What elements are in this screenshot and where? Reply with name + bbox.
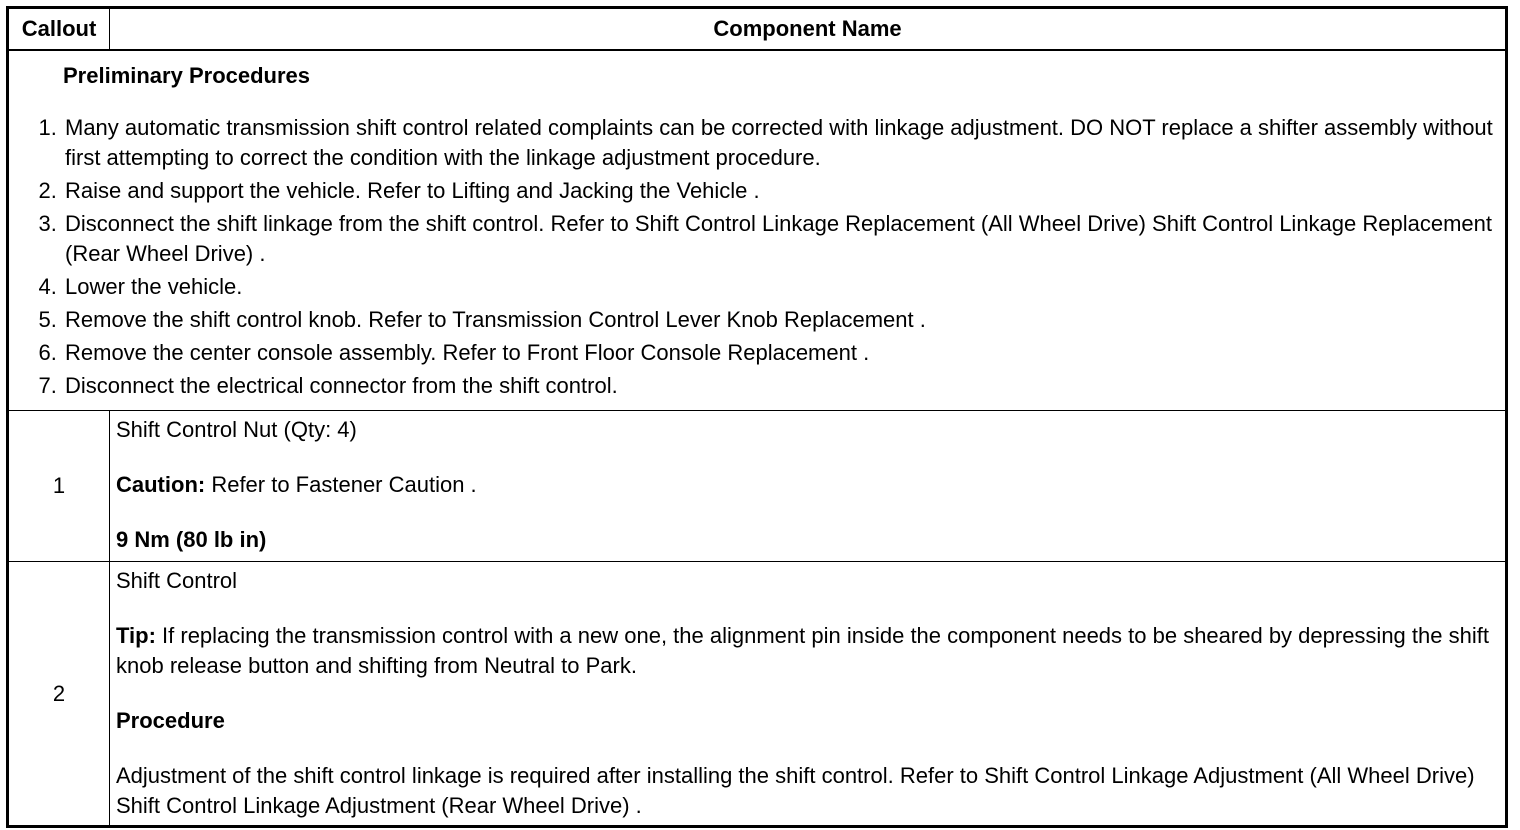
component-name: Shift Control Nut (Qty: 4)	[116, 417, 357, 442]
procedure-text: Adjustment of the shift control linkage is required after installing the shift control. Refer to Shift Control Linkage Adjustment (All Wheel Drive) Shift Control Linkage Adjustment (Rear Wheel Drive) .	[116, 763, 1475, 818]
list-item: 1. Many automatic transmission shift control related complaints can be corrected with linkage adjustment. DO NOT replace a shifter assembly without first attempting to correct the condition with the linkage adjustment procedure.	[63, 113, 1497, 173]
callout-number: 2	[8, 562, 110, 827]
tip-note	[116, 621, 1497, 681]
list-item: 7. Disconnect the electrical connector from the shift control.	[63, 371, 1497, 401]
callout-number: 1	[8, 411, 110, 562]
component-table	[6, 6, 1508, 828]
list-item: 3. Disconnect the shift linkage from the shift control. Refer to Shift Control Linkage Replacement (All Wheel Drive) Shift Control Linkage Replacement (Rear Wheel Drive) .	[63, 209, 1497, 269]
list-item: 5. Remove the shift control knob. Refer to Transmission Control Lever Knob Replacement .	[63, 305, 1497, 335]
component-name-column-header: Component Name	[110, 8, 1507, 51]
tip-text: If replacing the transmission control with a new one, the alignment pin inside the component needs to be sheared by depressing the shift knob release button and shifting from Neutral to Park.	[116, 623, 1489, 678]
component-cell	[110, 562, 1507, 827]
component-name: Shift Control	[116, 568, 238, 593]
table-header-row	[8, 8, 1507, 51]
preliminary-steps-list	[19, 113, 1497, 401]
table-row	[8, 562, 1507, 827]
torque-spec: 9 Nm (80 lb in)	[116, 527, 267, 552]
list-item: 2. Raise and support the vehicle. Refer to Lifting and Jacking the Vehicle .	[63, 176, 1497, 206]
caution-note	[116, 470, 1497, 500]
list-item: 6. Remove the center console assembly. Refer to Front Floor Console Replacement .	[63, 338, 1497, 368]
tip-label: Tip:	[116, 623, 156, 648]
caution-label: Caution:	[116, 472, 206, 497]
caution-text: Refer to Fastener Caution .	[205, 472, 477, 497]
callout-column-header: Callout	[8, 8, 110, 51]
preliminary-procedures-row	[8, 50, 1507, 411]
procedure-title: Procedure	[116, 708, 225, 733]
preliminary-procedures-cell	[8, 50, 1507, 411]
list-item: 4. Lower the vehicle.	[63, 272, 1497, 302]
component-cell	[110, 411, 1507, 562]
preliminary-procedures-title: Preliminary Procedures	[63, 63, 311, 88]
table-row	[8, 411, 1507, 562]
